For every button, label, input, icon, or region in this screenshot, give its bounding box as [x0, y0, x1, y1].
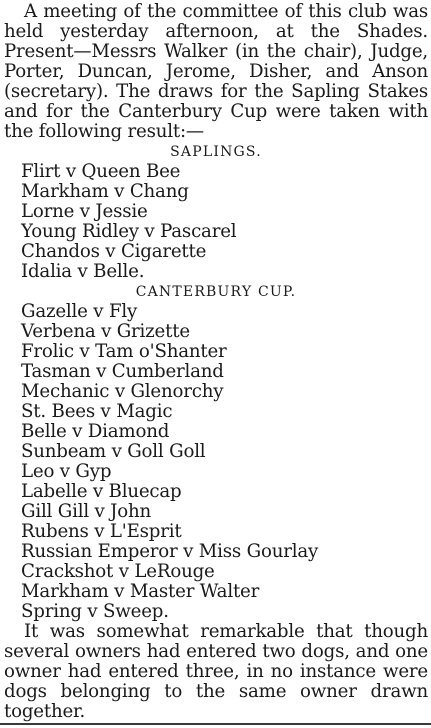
- draw-item: Gazelle v Fly: [21, 301, 138, 322]
- draw-item: Tasman v Cumberland: [21, 361, 224, 382]
- saplings-heading: SAPLINGS.: [170, 144, 262, 160]
- intro-indent: [4, 1, 24, 22]
- draw-item: Idalia v Belle.: [21, 261, 145, 282]
- draw-item: Mechanic v Glenorchy: [21, 381, 224, 402]
- column-rule: [0, 723, 431, 725]
- draw-item: Chandos v Cigarette: [21, 241, 207, 262]
- draw-item: Spring v Sweep.: [21, 601, 169, 622]
- draw-item: Markham v Chang: [21, 181, 189, 202]
- draw-item: Frolic v Tam o'Shanter: [21, 341, 227, 362]
- intro-text: A meeting of the committee of this club was held yesterday afternoon, at the Shades. Present—Messrs Walker (in the chair), Judge, Porter, Duncan, Jerome, Disher, and Anson (secretary). The draws for the Sapling Stakes and for the Canterbury Cup were taken with the following result:—: [4, 1, 428, 142]
- cup-heading: CANTERBURY CUP.: [135, 284, 297, 300]
- draw-item: Flirt v Queen Bee: [21, 161, 181, 182]
- draw-item: Labelle v Bluecap: [21, 481, 182, 502]
- saplings-list: [4, 162, 428, 282]
- draw-item: Gill Gill v John: [21, 501, 152, 522]
- article-column: [4, 2, 428, 722]
- draw-item: Lorne v Jessie: [21, 201, 148, 222]
- closing-paragraph: It was somewhat remarkable that though several owners had entered two dogs, and one owner had entered three, in no instance were dogs belonging to the same owner drawn together.: [4, 621, 428, 722]
- draw-item: Young Ridley v Pascarel: [21, 221, 237, 242]
- draw-item: Crackshot v LeRouge: [21, 561, 215, 582]
- intro-paragraph: [4, 2, 428, 142]
- draw-item: St. Bees v Magic: [21, 401, 173, 422]
- draw-item: Verbena v Grizette: [21, 321, 190, 342]
- draw-item: Russian Emperor v Miss Gourlay: [21, 541, 319, 562]
- draw-item: Markham v Master Walter: [21, 581, 260, 602]
- draw-item: Sunbeam v Goll Goll: [21, 441, 206, 462]
- cup-list: [4, 302, 428, 622]
- draw-item: Rubens v L'Esprit: [21, 521, 182, 542]
- draw-item: Belle v Diamond: [21, 421, 170, 442]
- draw-item: Leo v Gyp: [21, 461, 112, 482]
